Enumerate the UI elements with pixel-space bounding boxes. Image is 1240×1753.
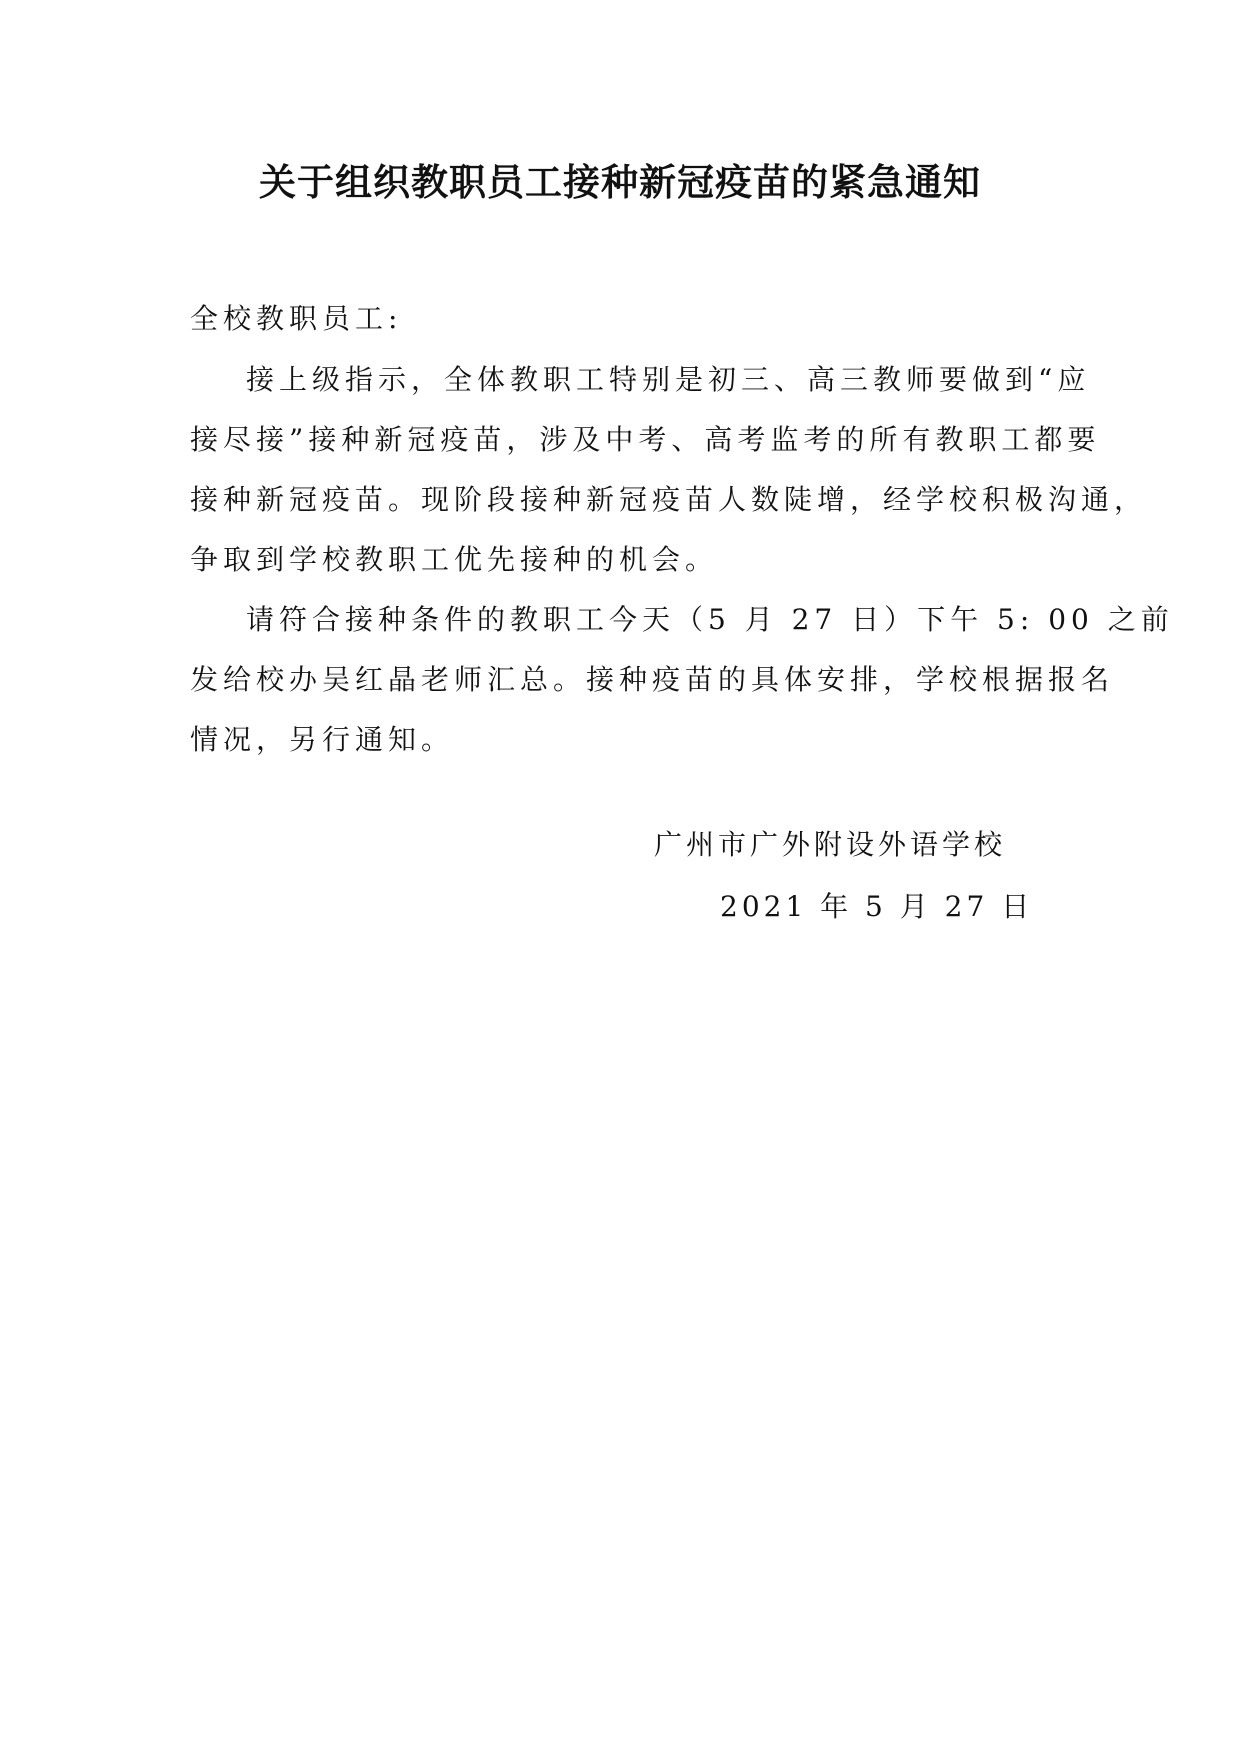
signature-organization: 广州市广外附设外语学校 bbox=[654, 828, 1007, 861]
paragraph-2-line-1: 请符合接种条件的教职工今天（5 月 27 日）下午 5: 00 之前 bbox=[246, 603, 1174, 636]
paragraph-1-line-4: 争取到学校教职工优先接种的机会。 bbox=[190, 543, 719, 576]
signature-date: 2021 年 5 月 27 日 bbox=[720, 890, 1034, 923]
paragraph-1-line-1: 接上级指示，全体教职工特别是初三、高三教师要做到“应 bbox=[246, 363, 1091, 396]
paragraph-1-line-2: 接尽接”接种新冠疫苗，涉及中考、高考监考的所有教职工都要 bbox=[190, 423, 1101, 456]
document-title: 关于组织教职员工接种新冠疫苗的紧急通知 bbox=[259, 160, 981, 204]
salutation: 全校教职员工: bbox=[190, 302, 403, 335]
paragraph-1-line-3: 接种新冠疫苗。现阶段接种新冠疫苗人数陡增，经学校积极沟通， bbox=[190, 483, 1148, 516]
paragraph-2-line-2: 发给校办吴红晶老师汇总。接种疫苗的具体安排，学校根据报名 bbox=[190, 663, 1115, 696]
paragraph-2-line-3: 情况，另行通知。 bbox=[190, 723, 455, 756]
